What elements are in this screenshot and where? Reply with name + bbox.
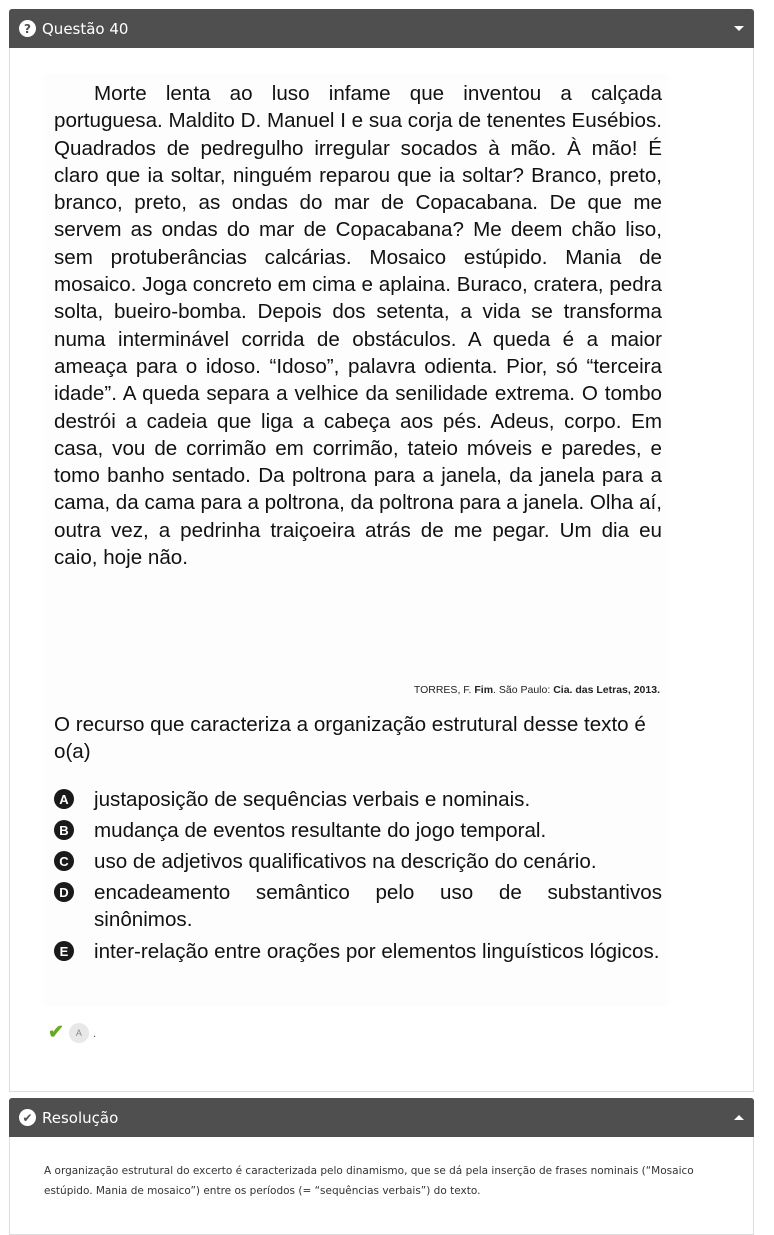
option-letter: A <box>54 789 74 809</box>
question-circle-icon: ? <box>19 20 36 37</box>
option-text: encadeamento semântico pelo uso de substantivos sinônimos. <box>94 881 662 931</box>
option-letter: C <box>54 851 74 871</box>
option-text: inter-relação entre orações por elementos linguísticos lógicos. <box>94 940 660 963</box>
source-publisher: Cia. das Letras, 2013. <box>553 684 660 696</box>
resolution-text: A organização estrutural do excerto é caracterizada pelo dinamismo, que se dá pela inserção de frases nominais (“Mosaico estúpido. Mania de mosaico”) entre os períodos (= “sequências verbais”) do texto. <box>44 1165 694 1197</box>
option-c[interactable] <box>54 848 662 879</box>
option-text: mudança de eventos resultante do jogo temporal. <box>94 819 547 842</box>
option-a[interactable] <box>54 786 662 817</box>
option-text: uso de adjetivos qualificativos na descrição do cenário. <box>94 850 597 873</box>
question-panel-title: Questão 40 <box>42 19 129 38</box>
question-statement: O recurso que caracteriza a organização estrutural desse texto é o(a) <box>54 713 646 763</box>
option-letter: D <box>54 882 74 902</box>
passage-source: TORRES, F. Fim. São Paulo: Cia. das Letras, 2013. <box>413 684 660 696</box>
passage <box>54 80 662 571</box>
check-icon: ✔ <box>48 1022 64 1043</box>
question-panel-header[interactable] <box>9 9 754 48</box>
options-list <box>54 786 662 994</box>
option-e[interactable] <box>54 938 662 994</box>
source-place: São Paulo: <box>498 684 551 696</box>
resolution-panel-title: Resolução <box>42 1108 119 1127</box>
resolution-panel-header[interactable] <box>9 1098 754 1137</box>
chevron-up-icon[interactable] <box>734 1115 744 1120</box>
option-text: justaposição de sequências verbais e nominais. <box>94 788 531 811</box>
answer-suffix: . <box>92 1025 97 1040</box>
answer-badge: A <box>69 1023 89 1043</box>
option-letter: E <box>54 941 74 961</box>
source-author: TORRES, F. <box>413 684 472 696</box>
source-work: Fim <box>474 684 494 696</box>
chevron-down-icon[interactable] <box>734 26 744 31</box>
passage-text: Morte lenta ao luso infame que inventou a calçada portuguesa. Maldito D. Manuel I e sua corja de tenentes Eusébios. Quadrados de pedregulho irregular socados à mão. À mão! É claro que ia soltar, ninguém reparou que ia soltar? Branco, preto, branco, preto, as ondas do mar de Copacabana. De que me servem as ondas do mar de Copacabana? Me deem chão liso, sem protuberâncias calcárias. Mosaico estúpido. Mania de mosaico. Joga concreto em cima e aplaina. Buraco, cratera, pedra solta, bueiro-bomba. Depois dos setenta, a vida se transforma numa interminável corrida de obstáculos. A queda é a maior ameaça para o idoso. “Idoso”, palavra odienta. Pior, só “terceira idade”. A queda separa a velhice da senilidade extrema. O tombo destrói a cadeia que liga a cabeça aos pés. Adeus, corpo. Em casa, vou de corrimão em corrimão, tateio móveis e paredes, e tomo banho sentado. Da poltrona para a janela, da janela para a cama, da cama para a poltrona, da poltrona para a janela. Olha aí, outra vez, a pedrinha traiçoeira atrás de me pegar. Um dia eu caio, hoje não. <box>54 82 662 570</box>
option-letter: B <box>54 820 74 840</box>
check-circle-icon: ✔ <box>19 1109 36 1126</box>
option-b[interactable] <box>54 817 662 848</box>
correct-answer <box>48 1021 96 1044</box>
option-d[interactable] <box>54 879 662 938</box>
